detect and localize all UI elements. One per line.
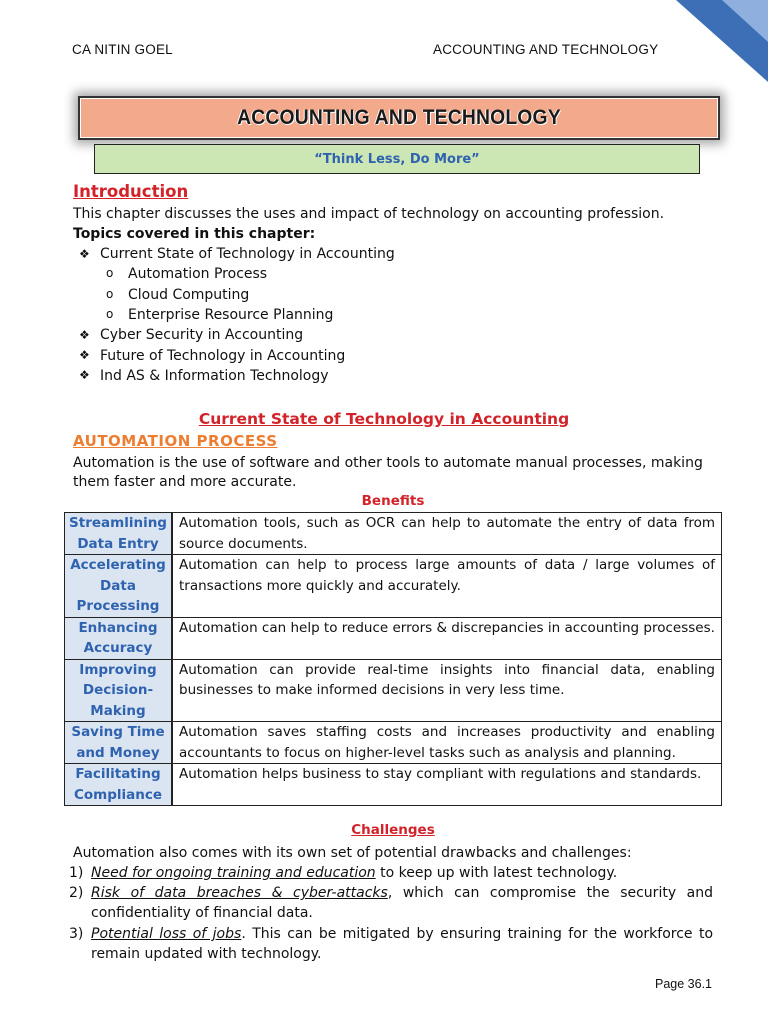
benefit-key: Enhancing Accuracy — [65, 617, 173, 659]
corner-decoration-light — [722, 0, 768, 42]
topics-label: Topics covered in this chapter: — [73, 226, 316, 242]
table-row — [65, 617, 722, 659]
benefit-key: Accelerating Data Processing — [65, 555, 173, 618]
table-row — [65, 722, 722, 764]
tagline: “Think Less, Do More” — [314, 151, 480, 167]
bullet-icon: ❖ — [79, 348, 90, 362]
challenges-heading: Challenges — [351, 822, 435, 838]
benefit-value: Automation tools, such as OCR can help to automate the entry of data from source documents. — [172, 513, 722, 555]
table-row — [65, 764, 722, 806]
benefit-value: Automation can provide real-time insights into financial data, enabling businesses to make informed decisions in very less time. — [172, 659, 722, 722]
automation-text-line2: them faster and more accurate. — [73, 474, 297, 490]
section-heading: Current State of Technology in Accounting — [198, 410, 570, 428]
benefit-key: Improving Decision- Making — [65, 659, 173, 722]
list-number: 1) — [69, 865, 84, 881]
sub-bullet-icon: o — [106, 266, 114, 280]
list-number: 2) — [69, 885, 84, 901]
benefit-key: Streamlining Data Entry — [65, 513, 173, 555]
page-title: ACCOUNTING AND TECHNOLOGY — [237, 106, 561, 129]
benefit-value: Automation can help to process large amounts of data / large volumes of transactions more quickly and accurately. — [172, 555, 722, 618]
intro-heading: Introduction — [73, 182, 189, 201]
topic-item: Future of Technology in Accounting — [100, 348, 346, 364]
challenge-item-line2: remain updated with technology. — [91, 946, 322, 962]
automation-text-line1: Automation is the use of software and other tools to automate manual processes, making — [73, 455, 703, 471]
benefit-key: Facilitating Compliance — [65, 764, 173, 806]
topic-subitem: Cloud Computing — [128, 287, 250, 303]
tagline-box — [94, 144, 700, 174]
topic-subitem: Enterprise Resource Planning — [128, 307, 334, 323]
header-subject: ACCOUNTING AND TECHNOLOGY — [433, 42, 659, 57]
benefits-heading: Benefits — [361, 493, 425, 509]
benefit-key: Saving Time and Money — [65, 722, 173, 764]
page-number: Page 36.1 — [655, 977, 712, 991]
sub-bullet-icon: o — [106, 307, 114, 321]
challenge-item: Potential loss of jobs. This can be mitigated by ensuring training for the workforce to — [91, 926, 714, 942]
bullet-icon: ❖ — [79, 247, 90, 261]
topic-item: Cyber Security in Accounting — [100, 327, 304, 343]
list-number: 3) — [69, 926, 84, 942]
intro-text: This chapter discusses the uses and impact of technology on accounting profession. — [73, 206, 665, 222]
challenges-intro: Automation also comes with its own set of potential drawbacks and challenges: — [73, 845, 632, 861]
bullet-icon: ❖ — [79, 328, 90, 342]
benefits-table — [64, 512, 722, 806]
automation-heading: AUTOMATION PROCESS — [73, 432, 278, 450]
table-row — [65, 659, 722, 722]
benefit-value: Automation saves staffing costs and increases productivity and enabling accountants to focus on higher-level tasks such as analysis and planning. — [172, 722, 722, 764]
challenge-item: Need for ongoing training and education to keep up with latest technology. — [91, 865, 618, 881]
bullet-icon: ❖ — [79, 368, 90, 382]
challenge-item: Risk of data breaches & cyber-attacks, which can compromise the security and — [91, 885, 713, 901]
table-row — [65, 513, 722, 555]
topic-item: Ind AS & Information Technology — [100, 368, 329, 384]
header-author: CA NITIN GOEL — [72, 42, 173, 57]
table-row — [65, 555, 722, 618]
challenge-item-line2: confidentiality of financial data. — [91, 905, 313, 921]
title-banner — [78, 96, 720, 140]
topic-subitem: Automation Process — [128, 266, 268, 282]
sub-bullet-icon: o — [106, 287, 114, 301]
topic-item: Current State of Technology in Accounting — [100, 246, 395, 262]
benefit-value: Automation can help to reduce errors & discrepancies in accounting processes. — [172, 617, 722, 659]
benefit-value: Automation helps business to stay compliant with regulations and standards. — [172, 764, 722, 806]
